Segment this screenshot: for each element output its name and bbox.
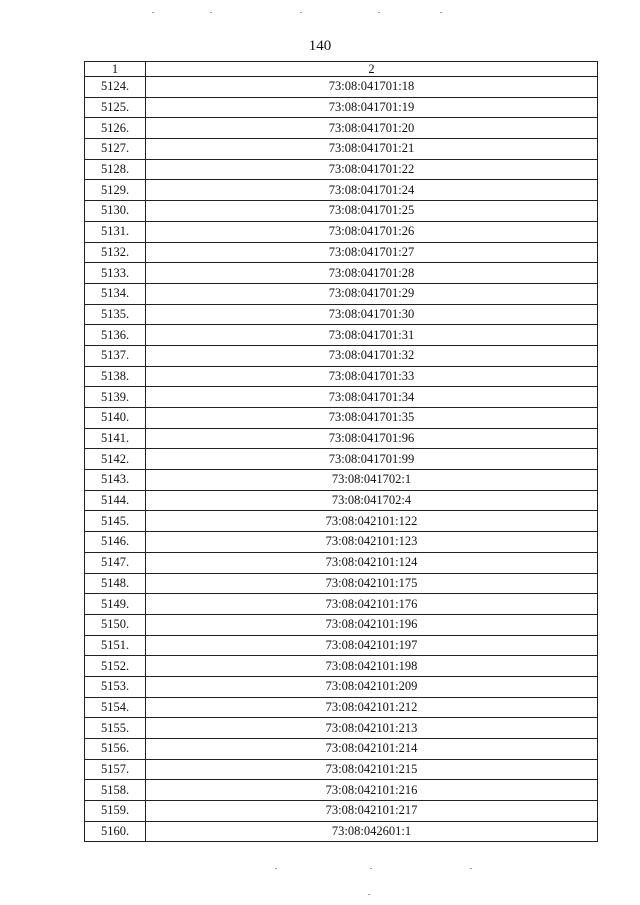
row-index-cell: 5148. xyxy=(85,573,146,594)
table-row xyxy=(85,283,598,304)
cadastral-number-cell: 73:08:042101:175 xyxy=(146,573,598,594)
cadastral-number-cell: 73:08:041701:32 xyxy=(146,345,598,366)
cadastral-number-cell: 73:08:042101:122 xyxy=(146,511,598,532)
table-row xyxy=(85,470,598,491)
cadastral-number-cell: 73:08:041701:26 xyxy=(146,221,598,242)
cadastral-number-cell: 73:08:042101:217 xyxy=(146,801,598,822)
row-index-cell: 5147. xyxy=(85,552,146,573)
cadastral-number-cell: 73:08:042101:216 xyxy=(146,780,598,801)
row-index-cell: 5138. xyxy=(85,366,146,387)
table-row xyxy=(85,532,598,553)
table-row xyxy=(85,366,598,387)
table-row xyxy=(85,77,598,98)
table-header-row xyxy=(85,62,598,77)
table-row xyxy=(85,676,598,697)
table-row xyxy=(85,242,598,263)
row-index-cell: 5145. xyxy=(85,511,146,532)
cadastral-number-cell: 73:08:042101:198 xyxy=(146,656,598,677)
scan-speck xyxy=(210,12,212,13)
cadastral-number-cell: 73:08:041701:19 xyxy=(146,97,598,118)
table-row xyxy=(85,614,598,635)
cadastral-number-cell: 73:08:042101:124 xyxy=(146,552,598,573)
table-row xyxy=(85,801,598,822)
row-index-cell: 5149. xyxy=(85,594,146,615)
row-index-cell: 5146. xyxy=(85,532,146,553)
cadastral-number-cell: 73:08:042101:213 xyxy=(146,718,598,739)
row-index-cell: 5125. xyxy=(85,97,146,118)
cadastral-number-cell: 73:08:041701:96 xyxy=(146,428,598,449)
table-row xyxy=(85,573,598,594)
row-index-cell: 5157. xyxy=(85,759,146,780)
row-index-cell: 5128. xyxy=(85,159,146,180)
scan-speck xyxy=(275,868,277,869)
table-row xyxy=(85,304,598,325)
scan-speck xyxy=(370,868,372,869)
cadastral-number-cell: 73:08:042601:1 xyxy=(146,821,598,842)
table-row xyxy=(85,221,598,242)
table-row xyxy=(85,552,598,573)
row-index-cell: 5153. xyxy=(85,676,146,697)
scan-speck xyxy=(368,894,370,895)
row-index-cell: 5154. xyxy=(85,697,146,718)
table-row xyxy=(85,180,598,201)
cadastral-number-cell: 73:08:041701:35 xyxy=(146,408,598,429)
row-index-cell: 5131. xyxy=(85,221,146,242)
cadastral-number-cell: 73:08:041702:4 xyxy=(146,490,598,511)
scan-speck xyxy=(440,12,442,13)
table-row xyxy=(85,821,598,842)
table-row xyxy=(85,697,598,718)
cadastral-number-cell: 73:08:041701:34 xyxy=(146,387,598,408)
cadastral-number-cell: 73:08:041701:20 xyxy=(146,118,598,139)
row-index-cell: 5144. xyxy=(85,490,146,511)
row-index-cell: 5141. xyxy=(85,428,146,449)
cadastral-number-cell: 73:08:041701:28 xyxy=(146,263,598,284)
row-index-cell: 5143. xyxy=(85,470,146,491)
table-row xyxy=(85,201,598,222)
row-index-cell: 5160. xyxy=(85,821,146,842)
cadastral-number-cell: 73:08:042101:215 xyxy=(146,759,598,780)
row-index-cell: 5158. xyxy=(85,780,146,801)
table-row xyxy=(85,511,598,532)
row-index-cell: 5152. xyxy=(85,656,146,677)
row-index-cell: 5130. xyxy=(85,201,146,222)
row-index-cell: 5135. xyxy=(85,304,146,325)
row-index-cell: 5140. xyxy=(85,408,146,429)
cadastral-number-cell: 73:08:041701:99 xyxy=(146,449,598,470)
cadastral-number-cell: 73:08:041701:27 xyxy=(146,242,598,263)
scan-speck xyxy=(152,12,154,13)
row-index-cell: 5155. xyxy=(85,718,146,739)
cadastral-number-cell: 73:08:041701:22 xyxy=(146,159,598,180)
table-row xyxy=(85,718,598,739)
row-index-cell: 5126. xyxy=(85,118,146,139)
row-index-cell: 5132. xyxy=(85,242,146,263)
table-row xyxy=(85,656,598,677)
row-index-cell: 5127. xyxy=(85,139,146,160)
table-row xyxy=(85,594,598,615)
row-index-cell: 5134. xyxy=(85,283,146,304)
cadastral-number-cell: 73:08:041701:25 xyxy=(146,201,598,222)
cadastral-number-cell: 73:08:041701:31 xyxy=(146,325,598,346)
row-index-cell: 5150. xyxy=(85,614,146,635)
scan-speck xyxy=(300,12,302,13)
row-index-cell: 5129. xyxy=(85,180,146,201)
column-header-cadastral-number: 2 xyxy=(146,62,598,77)
cadastral-number-table xyxy=(84,61,598,842)
table-row xyxy=(85,780,598,801)
table-row xyxy=(85,325,598,346)
row-index-cell: 5139. xyxy=(85,387,146,408)
table-row xyxy=(85,490,598,511)
table-row xyxy=(85,635,598,656)
row-index-cell: 5142. xyxy=(85,449,146,470)
cadastral-number-cell: 73:08:041701:30 xyxy=(146,304,598,325)
table-row xyxy=(85,759,598,780)
table-row xyxy=(85,387,598,408)
row-index-cell: 5136. xyxy=(85,325,146,346)
table-row xyxy=(85,263,598,284)
cadastral-number-cell: 73:08:042101:214 xyxy=(146,739,598,760)
cadastral-number-cell: 73:08:041701:33 xyxy=(146,366,598,387)
cadastral-number-cell: 73:08:041702:1 xyxy=(146,470,598,491)
table-row xyxy=(85,139,598,160)
cadastral-number-cell: 73:08:042101:196 xyxy=(146,614,598,635)
table-row xyxy=(85,97,598,118)
table-row xyxy=(85,159,598,180)
scan-speck xyxy=(378,12,380,13)
cadastral-number-cell: 73:08:042101:209 xyxy=(146,676,598,697)
table-row xyxy=(85,739,598,760)
cadastral-number-cell: 73:08:041701:21 xyxy=(146,139,598,160)
row-index-cell: 5159. xyxy=(85,801,146,822)
cadastral-number-cell: 73:08:041701:24 xyxy=(146,180,598,201)
row-index-cell: 5133. xyxy=(85,263,146,284)
cadastral-number-cell: 73:08:042101:212 xyxy=(146,697,598,718)
table-row xyxy=(85,118,598,139)
table-row xyxy=(85,449,598,470)
cadastral-number-cell: 73:08:041701:18 xyxy=(146,77,598,98)
row-index-cell: 5156. xyxy=(85,739,146,760)
column-header-index: 1 xyxy=(85,62,146,77)
table-row xyxy=(85,428,598,449)
scan-speck xyxy=(470,868,472,869)
cadastral-number-cell: 73:08:042101:197 xyxy=(146,635,598,656)
row-index-cell: 5124. xyxy=(85,77,146,98)
row-index-cell: 5137. xyxy=(85,345,146,366)
page-number: 140 xyxy=(308,38,332,54)
table-row xyxy=(85,345,598,366)
table-row xyxy=(85,408,598,429)
cadastral-number-cell: 73:08:042101:176 xyxy=(146,594,598,615)
cadastral-number-cell: 73:08:042101:123 xyxy=(146,532,598,553)
table-body xyxy=(85,77,598,842)
row-index-cell: 5151. xyxy=(85,635,146,656)
cadastral-number-cell: 73:08:041701:29 xyxy=(146,283,598,304)
